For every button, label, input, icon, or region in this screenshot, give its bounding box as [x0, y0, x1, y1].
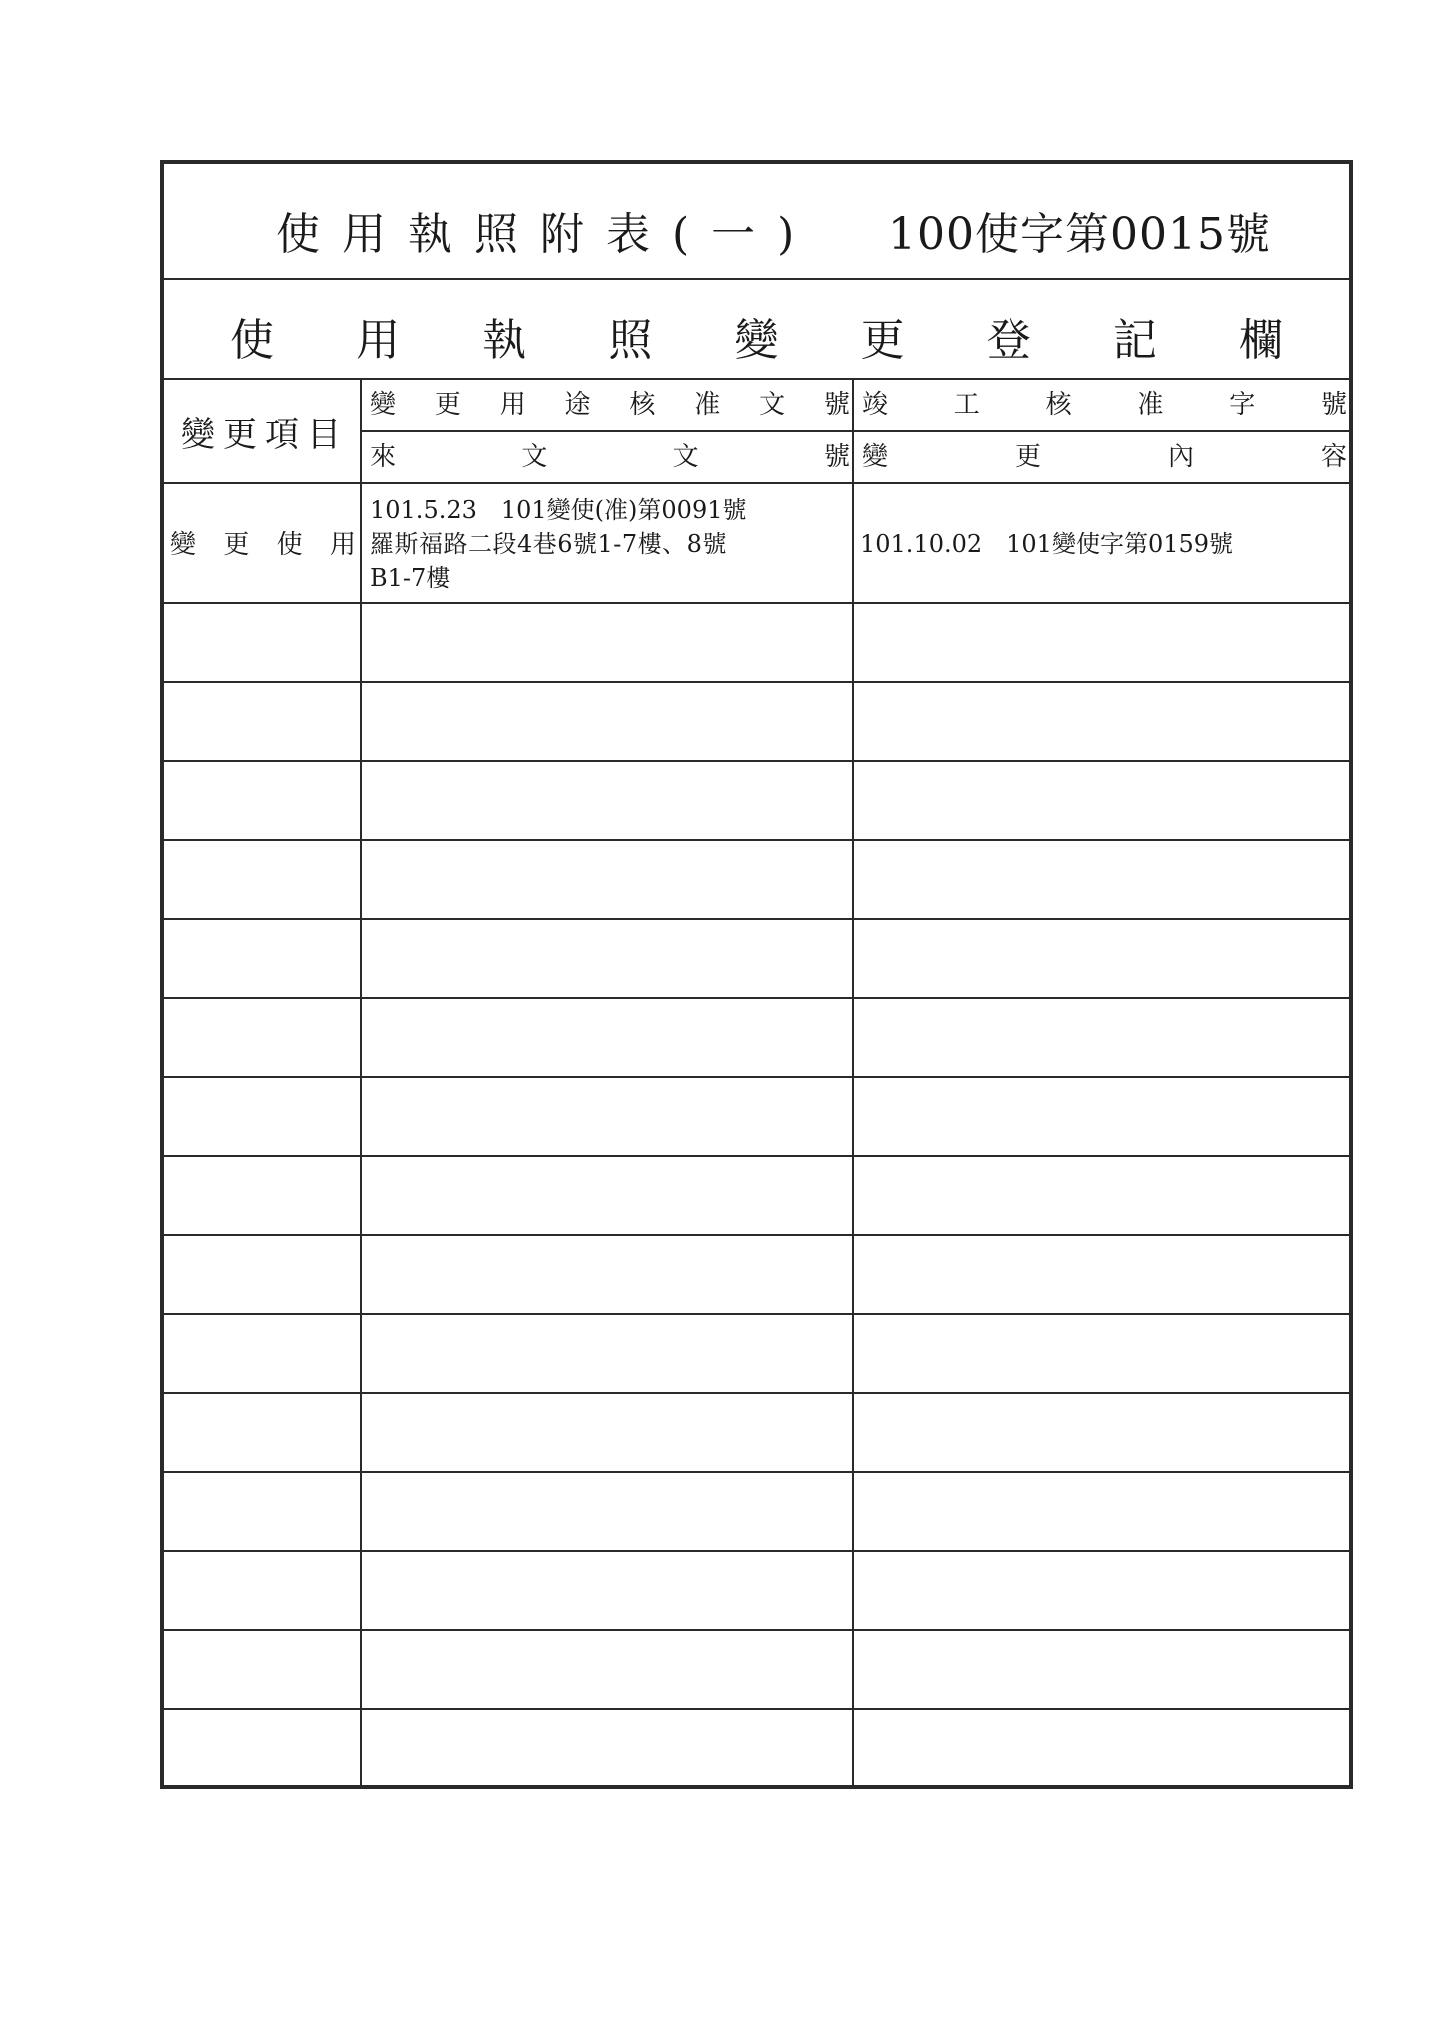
header-char: 准 [1137, 390, 1164, 420]
header-char: 更 [1014, 442, 1041, 472]
heading-char: 照 [608, 315, 653, 366]
header-bottom-line [164, 482, 1349, 484]
row-line [164, 1471, 1349, 1473]
row-line [164, 997, 1349, 999]
row-line [164, 602, 1349, 604]
header-char: 號 [1320, 390, 1347, 420]
heading-char: 用 [356, 315, 401, 366]
column-header-approval-doc [362, 380, 852, 432]
header-char: 號 [823, 390, 850, 420]
header-char: 核 [1045, 390, 1072, 420]
header-char: 變 [862, 442, 889, 472]
permit-number: 100使字第0015號 [888, 209, 1271, 260]
entry-item-char: 使 [276, 530, 303, 560]
row-line [164, 839, 1349, 841]
row-line [164, 918, 1349, 920]
row-line [164, 1629, 1349, 1631]
row-line [164, 1155, 1349, 1157]
heading-char: 使 [230, 315, 274, 366]
header-char: 途 [564, 390, 591, 420]
section-heading [164, 304, 1349, 368]
header-char: 准 [694, 390, 721, 420]
entry-incoming-doc-address: 羅斯福路二段4巷6號1-7樓、8號 [370, 530, 727, 558]
entry-incoming-doc-line3: B1-7樓 [370, 564, 451, 592]
row-line [164, 1076, 1349, 1078]
heading-char: 執 [482, 315, 527, 366]
header-char: 文 [521, 442, 548, 472]
header-char: 內 [1167, 442, 1194, 472]
header-char: 文 [759, 390, 786, 420]
heading-char: 變 [734, 315, 779, 366]
entry-change-item [170, 524, 356, 561]
row-line [164, 1234, 1349, 1236]
column-header-incoming-doc [362, 432, 852, 484]
usage-permit-form [160, 160, 1353, 1789]
row-line [164, 1708, 1349, 1710]
column-header-change-item: 變更項目 [181, 414, 349, 455]
header-char: 更 [434, 390, 461, 420]
row-line [164, 1392, 1349, 1394]
header-char: 變 [370, 390, 397, 420]
title-row [164, 164, 1349, 280]
entry-change-content: 101.10.02 101變使字第0159號 [860, 530, 1234, 558]
header-char: 核 [629, 390, 656, 420]
form-title: 使用執照附表(一) [276, 209, 817, 260]
entry-item-char: 用 [329, 530, 356, 560]
row-line [164, 1550, 1349, 1552]
row-line [164, 681, 1349, 683]
header-char: 號 [823, 442, 850, 472]
header-char: 竣 [862, 390, 889, 420]
heading-char: 欄 [1239, 315, 1283, 366]
header-char: 容 [1320, 442, 1347, 472]
header-char: 用 [499, 390, 526, 420]
entry-item-char: 變 [170, 530, 197, 560]
heading-char: 記 [1112, 315, 1157, 366]
header-char: 字 [1229, 390, 1256, 420]
header-char: 來 [370, 442, 397, 472]
heading-char: 登 [986, 315, 1031, 366]
row-line [164, 1313, 1349, 1315]
header-char: 工 [953, 390, 980, 420]
row-line [164, 760, 1349, 762]
section-heading-row [164, 280, 1349, 380]
column-header-change-content [854, 432, 1349, 484]
entry-incoming-doc-line1: 101.5.23 101變使(准)第0091號 [370, 496, 747, 524]
column-divider-2 [852, 380, 854, 1785]
column-divider-1 [360, 380, 362, 1785]
column-header-completion-approval [854, 380, 1349, 432]
header-char: 文 [672, 442, 699, 472]
entry-item-char: 更 [223, 530, 250, 560]
heading-char: 更 [860, 315, 905, 366]
